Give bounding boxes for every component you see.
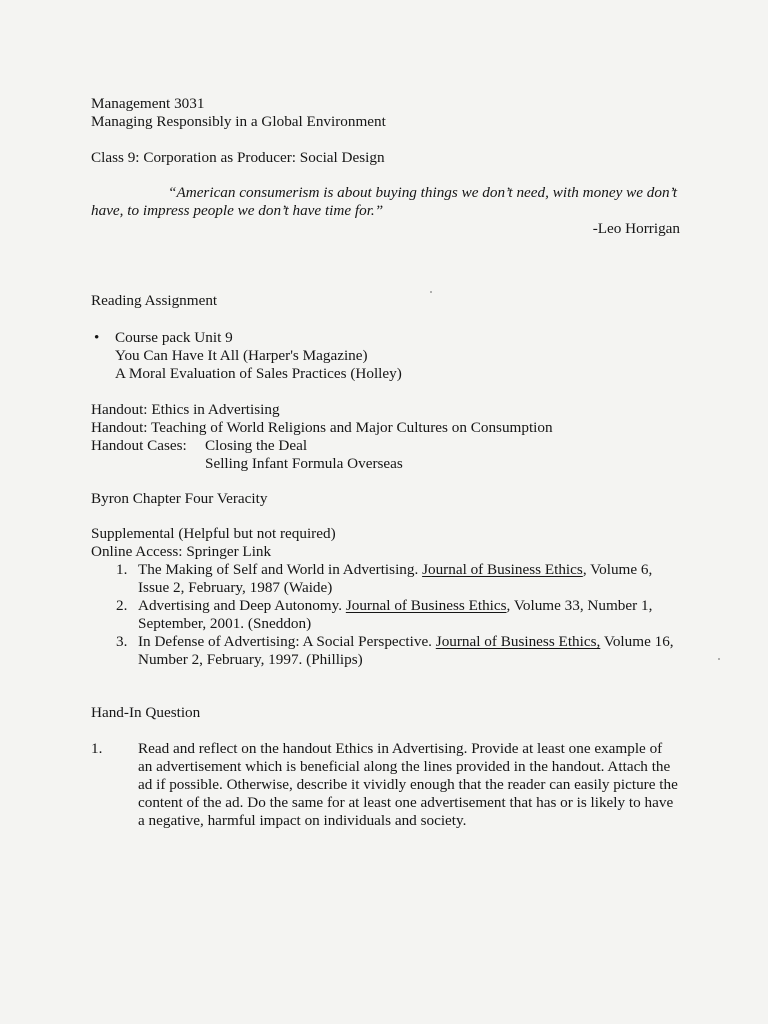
- class-title: Class 9: Corporation as Producer: Social Design: [91, 149, 385, 166]
- scan-speck: [430, 291, 432, 293]
- ref-3-number: 3.: [116, 633, 128, 650]
- ref-1-journal: Journal of Business Ethics: [422, 561, 583, 578]
- supplemental-heading: Supplemental (Helpful but not required): [91, 525, 336, 542]
- ref-2-title: Advertising and Deep Autonomy.: [138, 597, 346, 614]
- handin-line-5: a negative, harmful impact on individuals and society.: [138, 812, 467, 829]
- ref-2-volume: , Volume 33, Number 1,: [506, 597, 653, 614]
- ref-1-line-2: Issue 2, February, 1987 (Waide): [138, 579, 333, 596]
- course-title: Managing Responsibly in a Global Environment: [91, 113, 386, 130]
- course-pack: Course pack Unit 9: [115, 329, 233, 346]
- quote-line-2: have, to impress people we don’t have time for.”: [91, 202, 384, 219]
- ref-3-volume: Volume 16,: [600, 633, 674, 650]
- handin-line-3: ad if possible. Otherwise, describe it vividly enough that the reader can easily picture the: [138, 776, 678, 793]
- ref-2-number: 2.: [116, 597, 128, 614]
- ref-2-journal: Journal of Business Ethics: [345, 597, 507, 614]
- ref-3-journal: Journal of Business Ethics,: [435, 633, 601, 650]
- bullet-glyph: •: [94, 329, 100, 346]
- handout-1: Handout: Ethics in Advertising: [91, 401, 280, 418]
- ref-2-line-2: September, 2001. (Sneddon): [138, 615, 312, 632]
- online-access: Online Access: Springer Link: [91, 543, 272, 560]
- reading-item-1: You Can Have It All (Harper's Magazine): [115, 347, 368, 364]
- scan-speck: [718, 658, 720, 660]
- reading-heading: Reading Assignment: [91, 292, 218, 309]
- course-code: Management 3031: [91, 95, 205, 112]
- reading-item-2: A Moral Evaluation of Sales Practices (Holley): [115, 365, 402, 382]
- ref-3-line-1: [138, 633, 674, 651]
- handout-cases-label: Handout Cases:: [91, 437, 187, 454]
- case-1: Closing the Deal: [205, 437, 308, 454]
- case-2: Selling Infant Formula Overseas: [205, 455, 403, 472]
- ref-2-line-1: [138, 597, 652, 615]
- ref-1-volume: , Volume 6,: [582, 561, 653, 578]
- ref-1-number: 1.: [116, 561, 128, 578]
- handin-heading: Hand-In Question: [91, 704, 201, 721]
- quote-author: -Leo Horrigan: [592, 220, 680, 237]
- handout-2: Handout: Teaching of World Religions and Major Cultures on Consumption: [91, 419, 553, 436]
- handin-number: 1.: [91, 740, 103, 757]
- handin-line-1: Read and reflect on the handout Ethics in Advertising. Provide at least one example of: [138, 740, 663, 757]
- handin-line-2: an advertisement which is beneficial along the lines provided in the handout. Attach the: [138, 758, 671, 775]
- ref-1-line-1: [138, 561, 652, 579]
- ref-3-line-2: Number 2, February, 1997. (Phillips): [138, 651, 363, 668]
- quote-line-1: “American consumerism is about buying things we don’t need, with money we don’t: [168, 184, 678, 201]
- ref-3-title: In Defense of Advertising: A Social Perspective.: [138, 633, 436, 650]
- handin-line-4: content of the ad. Do the same for at least one advertisement that has or is likely to have: [138, 794, 674, 811]
- byron-chapter: Byron Chapter Four Veracity: [91, 490, 268, 507]
- ref-1-title: The Making of Self and World in Advertising.: [138, 561, 423, 578]
